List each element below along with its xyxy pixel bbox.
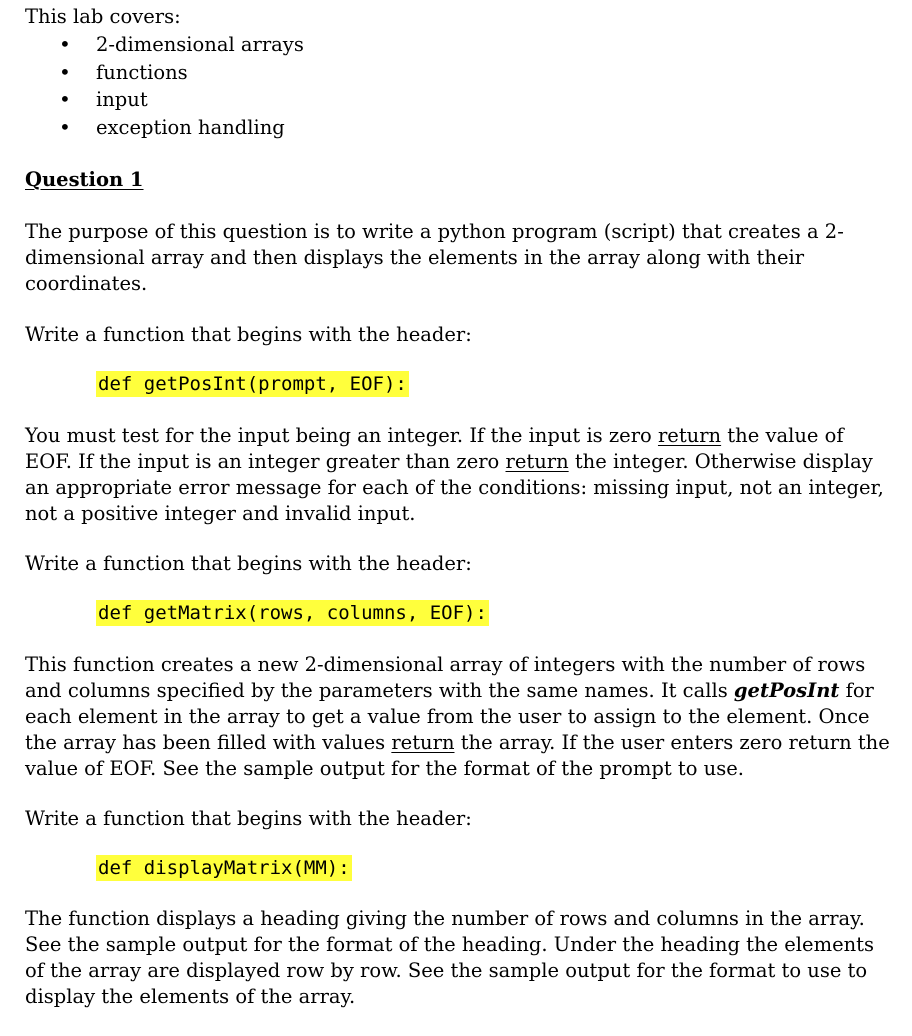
header-intro-3: Write a function that begins with the header:: [25, 807, 472, 830]
text-segment: This function creates a new 2-dimensional array of integers with the number of rows and columns specified by the parameters with the same names. It calls: [25, 653, 866, 702]
header-intro-2: Write a function that begins with the header:: [25, 552, 472, 575]
return-underlined: return: [391, 731, 455, 754]
function-name: getPosInt: [733, 679, 840, 702]
intro-text: This lab covers:: [25, 5, 181, 28]
text-segment: for each element in the array to get a value from the user to assign to the element. Once the array has been filled with values: [25, 679, 874, 754]
text-segment: the integer. Otherwise display an appropriate error message for each of the conditions: missing input, not an integer, not a positive integer and invalid input.: [25, 450, 884, 525]
code-getmatrix: def getMatrix(rows, columns, EOF):: [98, 602, 487, 624]
return-underlined: return: [505, 450, 569, 473]
text-segment: the value of EOF. If the input is an integer greater than zero: [25, 424, 844, 473]
topic-text: functions: [96, 60, 188, 84]
list-item: [0, 86, 304, 114]
getposint-description: [25, 423, 895, 527]
bullet-icon: •: [59, 87, 71, 111]
topics-list: [0, 31, 304, 141]
topic-text: exception handling: [96, 115, 285, 139]
code-displaymatrix: def displayMatrix(MM):: [98, 857, 350, 879]
list-item: [0, 31, 304, 59]
bullet-icon: •: [59, 32, 71, 56]
getmatrix-description: [25, 652, 895, 782]
list-item: [0, 59, 304, 87]
bullet-icon: •: [59, 59, 71, 84]
code-getposint: def getPosInt(prompt, EOF):: [98, 373, 407, 395]
header-intro-1: Write a function that begins with the header:: [25, 323, 472, 346]
topic-text: 2-dimensional arrays: [96, 33, 304, 56]
displaymatrix-description: The function displays a heading giving the number of rows and columns in the array. See the sample output for the format of the heading. Under the heading the elements of the array are displayed row by row. See the sample output for the format to use to display the elements of the array.: [25, 907, 875, 1008]
text-segment: the array. If the user enters zero return the value of EOF. See the sample output for the format of the prompt to use.: [25, 731, 890, 780]
return-underlined: return: [657, 424, 722, 447]
question-heading: Question 1: [25, 168, 144, 191]
bullet-icon: •: [59, 114, 71, 139]
list-item: [0, 114, 304, 142]
topic-text: input: [96, 88, 148, 111]
purpose-paragraph: The purpose of this question is to write a python program (script) that creates a 2-dimensional array and then displays the elements in the array along with their coordinates.: [25, 220, 844, 295]
text-segment: You must test for the input being an integer. If the input is zero: [25, 424, 658, 447]
